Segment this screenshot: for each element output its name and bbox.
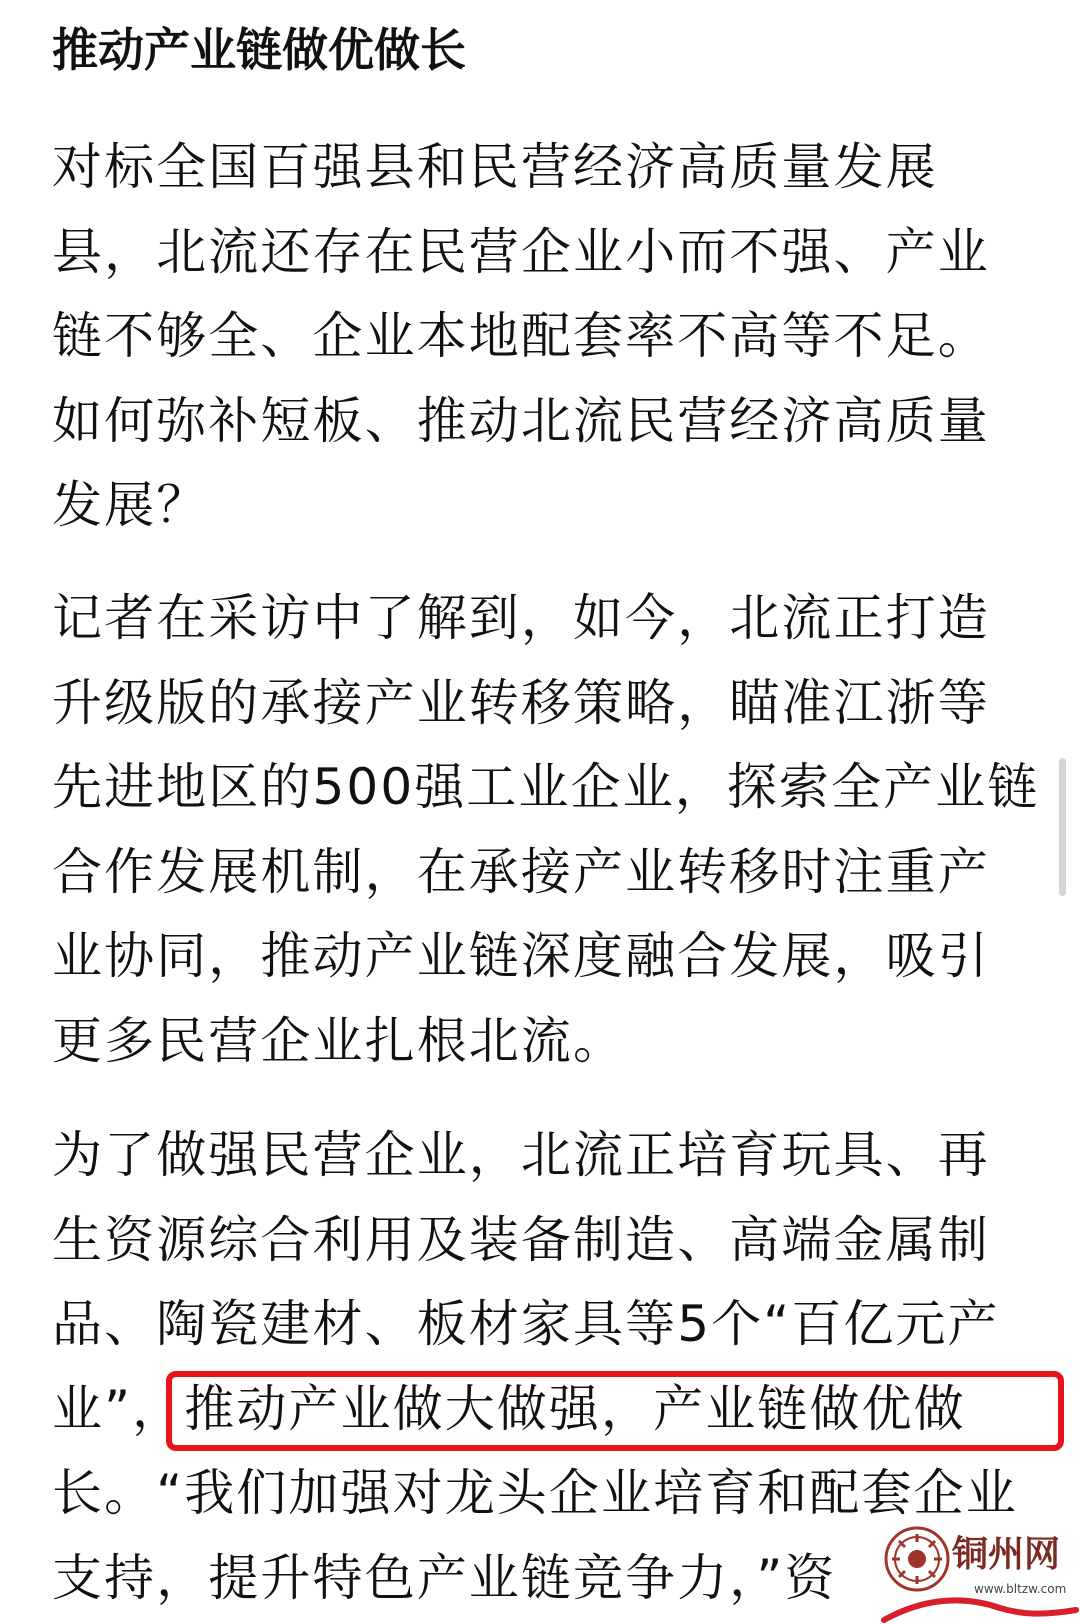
paragraph-2 [52, 576, 1039, 1083]
paragraph-3 [52, 1113, 1018, 1620]
swoosh-decoration [880, 1590, 1080, 1624]
text-line: 记者在采访中了解到，如今，北流正打造 [52, 589, 990, 647]
site-watermark [880, 1512, 1080, 1624]
text-line: 对标全国百强县和民营经济高质量发展 [52, 138, 938, 196]
paragraph-1 [52, 125, 990, 548]
text-line: 升级版的承接产业转移策略，瞄准江浙等 [52, 673, 990, 732]
watermark-site-name: 铜州网 [952, 1534, 1061, 1575]
text-line: 为了做强民营企业，北流正培育玩具、再 [52, 1126, 990, 1184]
text-line: 更多民营企业扎根北流。 [52, 1011, 626, 1070]
text-line: 合作发展机制，在承接产业转移时注重产 [52, 842, 990, 901]
text-line: 如何弥补短板、推动北流民营经济高质量 [52, 391, 990, 450]
scrollbar-thumb[interactable] [1059, 758, 1066, 896]
text-line: 品、陶瓷建材、板材家具等5个“百亿元产 [52, 1295, 1000, 1353]
text-line: 生资源综合利用及装备制造、高端金属制 [52, 1210, 990, 1269]
text-line: 业”，推动产业做大做强，产业链做优做 [52, 1379, 966, 1438]
section-heading: 推动产业链做优做长 [52, 23, 466, 77]
text-line: 发展？ [52, 476, 209, 534]
text-line: 支持，提升特色产业链竞争力，”资 [52, 1548, 837, 1607]
watermark-url: www.bltzw.com [974, 1582, 1067, 1596]
text-line: 先进地区的500强工业企业，探索全产业链 [52, 758, 1040, 816]
highlight-annotation-box [166, 1371, 1064, 1451]
seal-icon [882, 1524, 952, 1594]
text-line: 县，北流还存在民营企业小而不强、产业 [52, 222, 990, 281]
text-line: 长。“我们加强对龙头企业培育和配套企业 [52, 1464, 1018, 1522]
text-line: 业协同，推动产业链深度融合发展，吸引 [52, 927, 990, 985]
text-line: 链不够全、企业本地配套率不高等不足。 [52, 307, 990, 365]
